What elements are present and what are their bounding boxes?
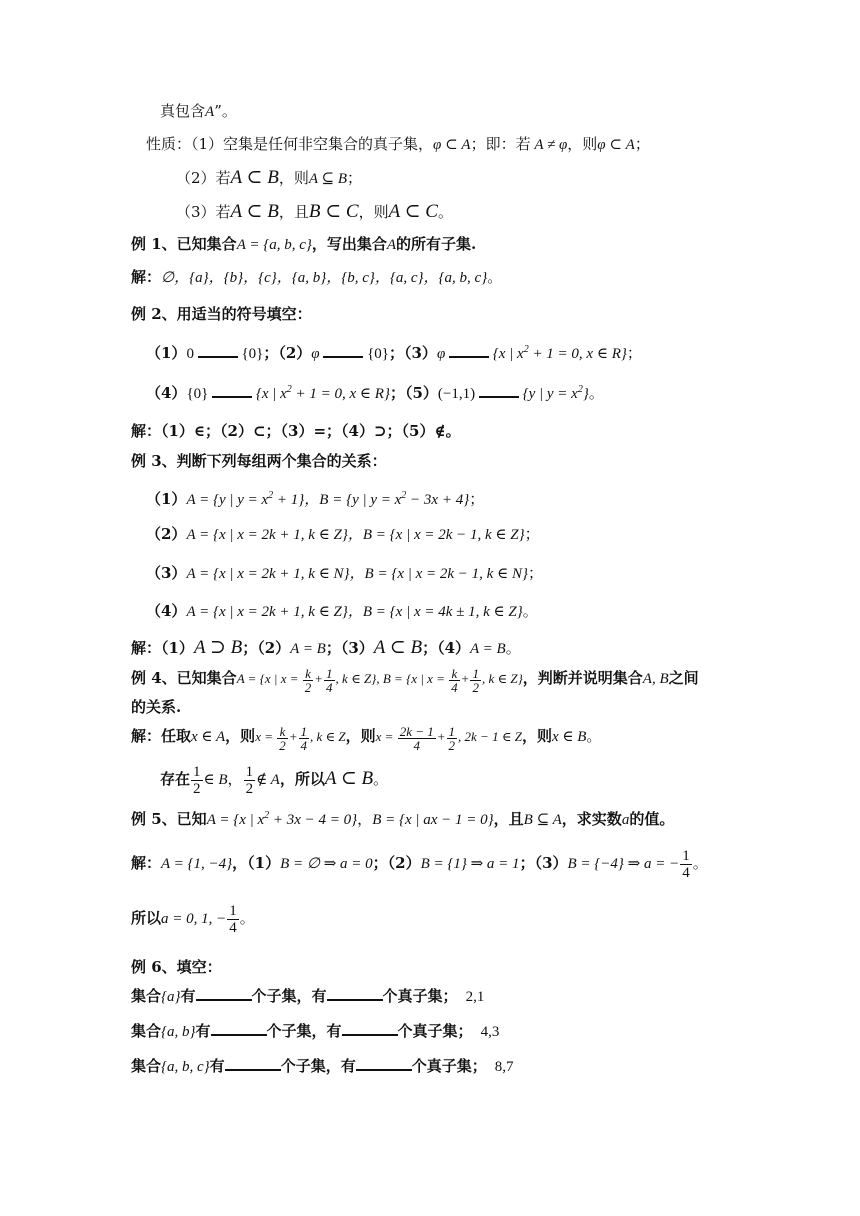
example-3 (131, 450, 387, 472)
math: A = {x | $x^2 + 3x - 4 = 0$} (206, 810, 358, 828)
text: ，且 (493, 810, 524, 828)
text: 已知 (176, 810, 207, 828)
math: {x | $x^2 + 1 = 0$, x ∈ R} (489, 344, 627, 362)
math: B ⊆ A (523, 812, 562, 828)
text: ，所以 (279, 770, 325, 788)
example-label: 例 1、 (131, 235, 177, 253)
text: ； (626, 344, 642, 362)
blank (211, 1020, 267, 1036)
math: a = 0, 1, − $\frac{1}{4}$ (161, 903, 237, 937)
math: A = B (470, 641, 506, 657)
text: ； (346, 169, 362, 187)
text-line-1 (160, 100, 237, 123)
text: ；（3） (389, 344, 437, 362)
text: ，则 (358, 203, 389, 221)
text: 个子集，有 (266, 1022, 342, 1040)
math: {a} (161, 989, 181, 1005)
math: A ⊆ B (308, 171, 347, 187)
math: φ (436, 346, 449, 362)
example-5-solution-2 (131, 903, 255, 936)
math: $\frac{1}{2}$ ∈ B (193, 764, 228, 798)
example-4-solution-1 (131, 722, 601, 752)
math: A = {1, −4} (161, 856, 233, 872)
text: 判断下列每组两个集合的关系： (176, 452, 387, 470)
math: a (621, 812, 630, 828)
example-3-item-4 (146, 600, 538, 623)
example-3-item-3 (146, 562, 543, 585)
math: A, B (642, 671, 669, 687)
math: A = B (290, 641, 326, 657)
text: ，写出集合 (311, 235, 387, 253)
math: φ (311, 346, 324, 362)
text: 个真子集； (382, 987, 458, 1005)
text: （1） (146, 490, 187, 508)
text: 。 (239, 909, 255, 927)
math: x = $\frac{2k - 1}{4}$ + $\frac{1}{2}$ , 2k − 1 ∈ Z (375, 723, 522, 753)
math: A (386, 237, 397, 253)
math: {x | $x^2 + 1 = 0$, x ∈ R} (252, 384, 390, 402)
text: 解： (131, 854, 162, 872)
example-4-solution-2 (160, 764, 388, 797)
text: ；（2） (372, 854, 421, 872)
property-2 (176, 167, 362, 190)
text: ”。 (214, 102, 237, 120)
text: 。 (588, 384, 604, 402)
text: 解：任取 (131, 727, 192, 745)
text: 的关系. (131, 698, 182, 716)
math: A ⊂ B (230, 201, 279, 222)
text: ，则 (345, 727, 376, 745)
example-6-row-2 (131, 1020, 499, 1043)
text: （1） (146, 344, 187, 362)
example-3-item-1 (146, 485, 484, 511)
example-2-items-2 (146, 379, 604, 405)
property-line (146, 133, 650, 156)
text: ；（5） (389, 384, 438, 402)
math: A ≠ φ (530, 137, 568, 153)
math: A ⊃ B (193, 637, 243, 658)
text: 已知集合 (176, 235, 237, 253)
math: B = ∅ ⇒ a = 0 (280, 856, 373, 872)
example-2 (131, 303, 312, 325)
math: {y | $y = x^2$} (518, 384, 589, 402)
answer: 8,7 (494, 1059, 514, 1075)
text: 的值。 (629, 810, 675, 828)
math: A = {x | x = $\frac{k}{2}$ + $\frac{1}{4}$ , k ∈ Z}, B = {x | x = $\frac{k}{4}$ + $\frac{1}{2}$ , k ∈ Z} (236, 665, 523, 695)
text: （2）若 (176, 169, 231, 187)
example-1-solution (131, 266, 502, 289)
text: ，则 (567, 135, 598, 153)
text: 的所有子集. (396, 235, 477, 253)
math: ∅，{a}，{b}，{c}，{a, b}，{b, c}，{a, c}，{a, b, c} (161, 270, 488, 286)
text: ；即：若 (470, 135, 531, 153)
example-label: 例 4、 (131, 669, 177, 687)
math: B = {x | ax − 1 = 0} (372, 812, 494, 828)
math: φ ⊂ A (433, 137, 471, 153)
text: ； (634, 135, 650, 153)
text: 。 (487, 268, 503, 286)
text: 有 (195, 1022, 211, 1040)
text: ，（1） (232, 854, 281, 872)
text: ，则 (278, 169, 309, 187)
property-3 (176, 201, 453, 223)
text: 真包含 (160, 102, 206, 120)
text: （4） (146, 384, 187, 402)
text: 集合 (131, 1022, 162, 1040)
text: ；（3） (325, 639, 374, 657)
text: （3）若 (176, 203, 231, 221)
example-2-items-1 (146, 339, 642, 365)
blank (198, 342, 238, 358)
text: ； (527, 564, 543, 582)
example-label: 例 2、 (131, 305, 177, 323)
text: 集合 (131, 1057, 162, 1075)
math: x = $\frac{k}{2}$ + $\frac{1}{4}$ , k ∈ Z (255, 723, 346, 753)
blank (323, 342, 363, 358)
blank (327, 985, 383, 1001)
math: 0 (186, 346, 198, 362)
text: 之间 (668, 669, 699, 687)
text: ；（4） (422, 639, 471, 657)
text: 解：（1） (131, 639, 194, 657)
text: ，判断并说明集合 (522, 669, 643, 687)
example-2-solution (131, 420, 461, 442)
blank (342, 1020, 398, 1036)
text: 个真子集； (397, 1022, 473, 1040)
math: A ⊂ B (230, 167, 279, 188)
text: 。 (522, 602, 538, 620)
blank (225, 1055, 281, 1071)
math: A = {x | x = 2k + 1, k ∈ N}，B = {x | x = 2k − 1, k ∈ N} (186, 566, 528, 582)
math: B = {−4} ⇒ a = − $\frac{1}{4}$ (567, 848, 690, 882)
blank (449, 342, 489, 358)
example-label: 例 5、 (131, 810, 177, 828)
text: ，求实数 (561, 810, 622, 828)
text: ； (524, 525, 540, 543)
example-4 (131, 664, 699, 694)
text: ，则 (521, 727, 552, 745)
text: 个子集，有 (280, 1057, 356, 1075)
text: 。 (373, 770, 389, 788)
math: A = {x | x = 2k + 1, k ∈ Z}，B = {x | x = 4k ± 1, k ∈ Z} (186, 604, 523, 620)
example-label: 例 3、 (131, 452, 177, 470)
math: A ⊂ B (373, 637, 423, 658)
example-4-cont (131, 696, 181, 718)
text: 集合 (131, 987, 162, 1005)
text: （2） (146, 525, 187, 543)
example-5-solution (131, 848, 708, 881)
example-6 (131, 956, 222, 978)
math: A = {x | x = 2k + 1, k ∈ Z}，B = {x | x = 2k − 1, k ∈ Z} (186, 527, 525, 543)
math: A ⊂ C (388, 201, 438, 222)
text: 存在 (160, 770, 191, 788)
math: A (205, 104, 215, 120)
math: B = {1} ⇒ a = 1 (420, 856, 520, 872)
text: 填空： (176, 958, 222, 976)
blank (196, 985, 252, 1001)
example-6-row-1 (131, 985, 484, 1008)
text: ；（3） (519, 854, 568, 872)
text: （4） (146, 602, 187, 620)
text: 有 (180, 987, 196, 1005)
math: {0} (237, 346, 264, 362)
text: ，且 (278, 203, 309, 221)
text: ， (227, 770, 243, 788)
text: ， (357, 810, 373, 828)
blank (479, 382, 519, 398)
text: 个真子集； (411, 1057, 487, 1075)
example-label: 例 6、 (131, 958, 177, 976)
example-5 (131, 805, 674, 831)
text: 解：（1）∈；（2）⊂；（3）=；（4）⊃；（5）∉。 (131, 422, 461, 440)
answer: 4,3 (480, 1024, 500, 1040)
example-6-row-3 (131, 1055, 513, 1078)
text: 个子集，有 (251, 987, 327, 1005)
math: A ⊂ B (324, 768, 374, 789)
math: {0} (363, 346, 389, 362)
blank (356, 1055, 412, 1071)
text: ； (469, 490, 485, 508)
text: （3） (146, 564, 187, 582)
text: 有 (209, 1057, 225, 1075)
math: φ ⊂ A (597, 137, 635, 153)
text: 。 (586, 727, 602, 745)
example-3-item-2 (146, 523, 540, 546)
text: 性质：（1）空集是任何非空集合的真子集， (146, 135, 434, 153)
math: {a, b, c} (161, 1059, 210, 1075)
text: ；（2） (263, 344, 312, 362)
answer: 2,1 (465, 989, 485, 1005)
example-3-solution (131, 637, 521, 660)
math: {0} (186, 386, 213, 402)
text: ，则 (225, 727, 256, 745)
text: 。 (692, 854, 708, 872)
text: 已知集合 (176, 669, 237, 687)
math: A = {y | $y = x^2 + 1$}，B = {y | $y = x^2 - 3x + 4$} (186, 490, 470, 508)
math: (−1,1) (437, 386, 479, 402)
text: 。 (437, 203, 453, 221)
example-1 (131, 233, 476, 256)
text: 。 (505, 639, 521, 657)
math: {a, b} (161, 1024, 196, 1040)
math: x ∈ B (551, 729, 587, 745)
math: $\frac{1}{2}$ ∉ A (245, 764, 280, 798)
text: 用适当的符号填空： (176, 305, 312, 323)
math: A = {a, b, c} (236, 237, 312, 253)
text: ；（2） (242, 639, 291, 657)
math: B ⊂ C (308, 201, 359, 222)
text: 所以 (131, 909, 162, 927)
math: x ∈ A (191, 729, 226, 745)
text: 解： (131, 268, 162, 286)
blank (212, 382, 252, 398)
